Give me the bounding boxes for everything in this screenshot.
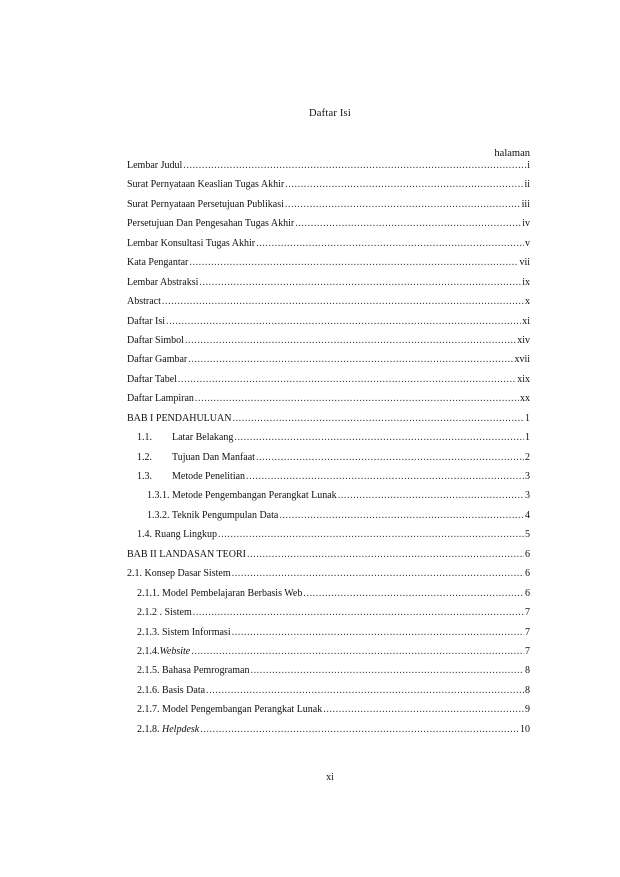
toc-entry [127, 160, 530, 179]
dot-leader [199, 277, 521, 288]
toc-entry-label: BAB I PENDAHULUAN [127, 412, 232, 424]
dot-leader [295, 218, 521, 229]
toc-entry-number: 1.3. [137, 471, 152, 482]
dot-leader [218, 529, 524, 540]
dot-leader [234, 432, 524, 443]
toc-entry [127, 471, 530, 490]
toc-entry-page: iv [522, 218, 530, 230]
toc-entry-label: Daftar Simbol [127, 334, 184, 346]
toc-entry-page: 7 [525, 626, 530, 638]
toc-entry [127, 179, 530, 198]
toc-entry-page: xiv [517, 334, 530, 346]
dot-leader [247, 549, 524, 560]
toc-entry-label: 2.1.7. Model Pengembangan Perangkat Lunak [137, 704, 323, 716]
toc-entry [127, 218, 530, 237]
toc-entry-label [137, 724, 200, 735]
toc-entry-label: Lembar Abstraksi [127, 276, 199, 288]
dot-leader [323, 704, 524, 715]
toc-entry-number: 1.2. [137, 451, 152, 463]
toc-entry-text: Tujuan Dan Manfaat [172, 451, 255, 463]
table-of-contents [127, 160, 530, 743]
dot-leader [256, 452, 524, 463]
dot-leader [189, 257, 518, 268]
toc-entry [127, 646, 530, 665]
toc-entry-page: 9 [525, 704, 530, 716]
toc-entry [127, 413, 530, 432]
toc-entry [127, 393, 530, 412]
dot-leader [285, 179, 523, 190]
toc-entry-page: ix [522, 276, 530, 288]
toc-entry [127, 354, 530, 373]
dot-leader [232, 627, 524, 638]
toc-entry-text: Latar Belakang [172, 432, 234, 444]
toc-entry-page: 2 [525, 451, 530, 463]
toc-entry-number: 1.1. [137, 432, 152, 444]
toc-entry-page: vii [519, 257, 530, 269]
toc-entry-page: xix [517, 373, 530, 385]
toc-entry-label: 2.1.1. Model Pembelajaran Berbasis Web [137, 587, 303, 599]
dot-leader [183, 160, 526, 171]
toc-entry [127, 296, 530, 315]
toc-entry-label: Kata Pengantar [127, 257, 189, 269]
dot-leader [250, 665, 524, 676]
toc-entry-page: x [525, 296, 530, 308]
toc-entry-label [137, 452, 256, 463]
toc-entry [127, 277, 530, 296]
toc-entry [127, 529, 530, 548]
toc-entry-page: ii [524, 179, 530, 191]
toc-entry-page: i [527, 160, 530, 171]
toc-entry-page: xx [520, 393, 530, 405]
toc-entry-label: BAB II LANDASAN TEORI [127, 548, 246, 560]
toc-entry [127, 452, 530, 471]
toc-entry-page: v [525, 237, 530, 249]
toc-entry [127, 374, 530, 393]
toc-entry-label [137, 432, 234, 443]
toc-entry [127, 685, 530, 704]
toc-entry [127, 588, 530, 607]
dot-leader [279, 510, 524, 521]
toc-entry [127, 510, 530, 529]
toc-entry-label: Persetujuan Dan Pengesahan Tugas Akhir [127, 218, 295, 230]
toc-entry [127, 432, 530, 451]
toc-entry-page: 6 [525, 587, 530, 599]
toc-entry [127, 238, 530, 257]
dot-leader [191, 646, 524, 657]
toc-entry-page: 3 [525, 471, 530, 482]
toc-entry-label: 1.4. Ruang Lingkup [137, 529, 217, 541]
toc-entry-label: 1.3.1. Metode Pengembangan Perangkat Lunak [147, 490, 337, 502]
toc-entry-page: 7 [525, 645, 530, 657]
toc-entry-text: Helpdesk [162, 723, 200, 735]
dot-leader [338, 490, 524, 501]
toc-entry-page: 10 [520, 723, 530, 735]
page-column-header: halaman [494, 148, 530, 159]
toc-entry [127, 335, 530, 354]
toc-entry-label: 2.1.3. Sistem Informasi [137, 626, 231, 638]
toc-entry-label: Lembar Konsultasi Tugas Akhir [127, 237, 256, 249]
dot-leader [246, 471, 524, 482]
toc-entry-page: 5 [525, 529, 530, 541]
toc-entry-label: 2.1.5. Bahasa Pemrograman [137, 665, 250, 677]
toc-entry-page: iii [521, 198, 530, 210]
toc-entry [127, 490, 530, 509]
dot-leader [188, 354, 513, 365]
toc-entry [127, 627, 530, 646]
toc-entry-page: 4 [525, 509, 530, 521]
toc-entry-label: 2.1.6. Basis Data [137, 684, 206, 696]
toc-entry-label [137, 471, 246, 482]
toc-entry-label: Abstract [127, 296, 161, 308]
toc-entry [127, 549, 530, 568]
toc-entry-page: 8 [525, 665, 530, 677]
toc-entry-prefix: 2.1.4. [137, 645, 160, 657]
toc-entry-page: 1 [525, 412, 530, 424]
toc-entry-label [137, 646, 191, 657]
dot-leader [185, 335, 516, 346]
toc-entry-label: 2.1. Konsep Dasar Sistem [127, 568, 231, 580]
page-title: Daftar Isi [309, 108, 351, 119]
toc-entry-label: Daftar Lampiran [127, 393, 194, 405]
toc-entry [127, 257, 530, 276]
dot-leader [178, 374, 516, 385]
toc-entry-page: 3 [525, 490, 530, 502]
toc-entry-text: Metode Penelitian [172, 471, 246, 482]
toc-entry-label: Surat Pernyataan Keaslian Tugas Akhir [127, 179, 285, 191]
toc-entry-label: Daftar Isi [127, 315, 166, 327]
toc-entry-page: 6 [525, 548, 530, 560]
toc-entry-page: 7 [525, 607, 530, 619]
page-number-footer: xi [326, 772, 334, 783]
dot-leader [166, 316, 521, 327]
toc-entry [127, 724, 530, 743]
toc-entry-label: Daftar Tabel [127, 373, 177, 385]
toc-entry-page: 8 [525, 684, 530, 696]
dot-leader [256, 238, 524, 249]
dot-leader [195, 393, 519, 404]
dot-leader [200, 724, 519, 735]
dot-leader [303, 588, 524, 599]
toc-entry-page: xvii [514, 354, 530, 366]
toc-entry [127, 704, 530, 723]
toc-entry-text: Website [159, 645, 191, 657]
toc-entry-label: Daftar Gambar [127, 354, 188, 366]
dot-leader [162, 296, 524, 307]
toc-entry [127, 568, 530, 587]
toc-entry [127, 665, 530, 684]
dot-leader [206, 685, 524, 696]
dot-leader [193, 607, 524, 618]
dot-leader [232, 568, 524, 579]
toc-entry-page: 1 [525, 432, 530, 444]
toc-entry-label: 2.1.2 . Sistem [137, 607, 192, 619]
toc-entry-label: Lembar Judul [127, 160, 183, 171]
toc-entry-page: 6 [525, 568, 530, 580]
toc-entry [127, 199, 530, 218]
toc-entry [127, 607, 530, 626]
toc-entry [127, 316, 530, 335]
toc-entry-label: 1.3.2. Teknik Pengumpulan Data [147, 509, 279, 521]
toc-entry-label: Surat Pernyataan Persetujuan Publikasi [127, 198, 284, 210]
toc-entry-page: xi [522, 315, 530, 327]
toc-entry-prefix: 2.1.8. [137, 723, 162, 735]
dot-leader [232, 413, 524, 424]
dot-leader [285, 199, 521, 210]
